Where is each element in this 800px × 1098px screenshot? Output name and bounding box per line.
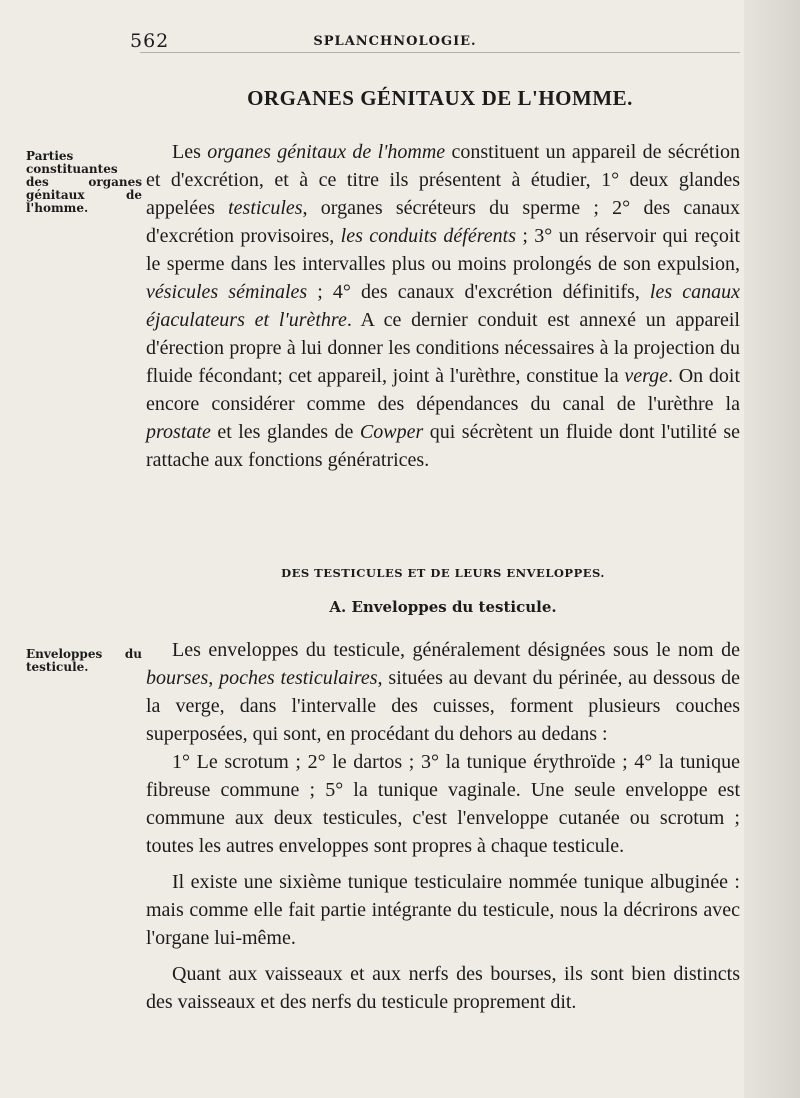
envelope-paragraph (146, 636, 740, 748)
emphasis-term: les conduits déférents (340, 225, 516, 247)
intro-paragraph-text (146, 138, 740, 474)
text-run: . On doit encore considérer comme des dépendances du canal de l'urèthre la (146, 365, 740, 415)
margin-note-envelopes: Enveloppes du testicule. (26, 647, 142, 674)
emphasis-term: prostate (146, 421, 211, 443)
emphasis-term: les canaux éjaculateurs et l'urèthre (146, 281, 740, 331)
subsection-heading: A. Enveloppes du testicule. (329, 598, 557, 616)
margin-note-constituent-parts: Parties constituantes des organes génitaux de l'homme. (26, 149, 142, 215)
envelope-section (146, 636, 740, 1016)
text-run: ; 3° un réservoir qui reçoit le sperme dans les intervalles plus ou moins prolongés de son expulsion, (146, 225, 740, 275)
emphasis-term: bourses (146, 667, 209, 689)
text-run: , situées au devant du périnée, au dessous de la verge, dans l'intervalle des cuisses, forment plusieurs couches superposées, qui sont, en procédant du dehors au dedans : (146, 667, 740, 745)
text-run: Les (172, 141, 208, 163)
section-heading: DES TESTICULES ET DE LEURS ENVELOPPES. (281, 566, 605, 580)
text-run: . A ce dernier conduit est annexé un appareil d'érection propre à lui donner les conditions nécessaires à la projection du fluide fécondant; cet appareil, joint à l'urèthre, constitue la (146, 309, 740, 387)
page-gutter-shadow (744, 0, 800, 1098)
emphasis-term: verge (624, 365, 668, 387)
chapter-title: ORGANES GÉNITAUX DE L'HOMME. (247, 86, 633, 110)
text-run: Les enveloppes du testicule, généralement désignées sous le nom de (172, 639, 740, 661)
page-number: 562 (130, 30, 170, 52)
emphasis-term: vésicules séminales (146, 281, 308, 303)
emphasis-term: organes génitaux de l'homme (207, 141, 446, 163)
text-run: , (208, 667, 220, 689)
emphasis-term: testicules (228, 197, 303, 219)
emphasis-term: poches testiculaires (219, 667, 378, 689)
intro-paragraph (146, 138, 740, 474)
list-paragraph: 1° Le scrotum ; 2° le dartos ; 3° la tunique érythroïde ; 4° la tunique fibreuse commune ; 5° la tunique vaginale. Une seule enveloppe est commune aux deux testicules, c'est l'enveloppe cutanée ou scrotum ; toutes les autres enveloppes sont propres à chaque testicule. (146, 751, 740, 857)
running-head (130, 30, 740, 54)
emphasis-term: Cowper (359, 421, 424, 443)
vessels-paragraph: Quant aux vaisseaux et aux nerfs des bourses, ils sont bien distincts des vaisseaux et des nerfs du testicule proprement dit. (146, 963, 740, 1013)
text-run: constituent un appareil de sécrétion et d'excrétion, et à ce titre ils présentent à étudier, 1° deux glandes appelées (146, 141, 741, 219)
header-rule (140, 52, 740, 53)
text-run: ; 4° des canaux d'excrétion définitifs, (307, 281, 650, 303)
running-title: SPLANCHNOLOGIE. (313, 34, 477, 49)
text-run: , organes sécréteurs du sperme ; 2° des canaux d'excrétion provisoires, (146, 197, 740, 247)
albuginea-paragraph: Il existe une sixième tunique testiculaire nommée tunique albuginée : mais comme elle fait partie intégrante du testicule, nous la décrirons avec l'organe lui-même. (146, 871, 740, 949)
text-run: et les glandes de (210, 421, 360, 443)
text-run: qui sécrètent un fluide dont l'utilité se rattache aux fonctions génératrices. (146, 421, 740, 471)
